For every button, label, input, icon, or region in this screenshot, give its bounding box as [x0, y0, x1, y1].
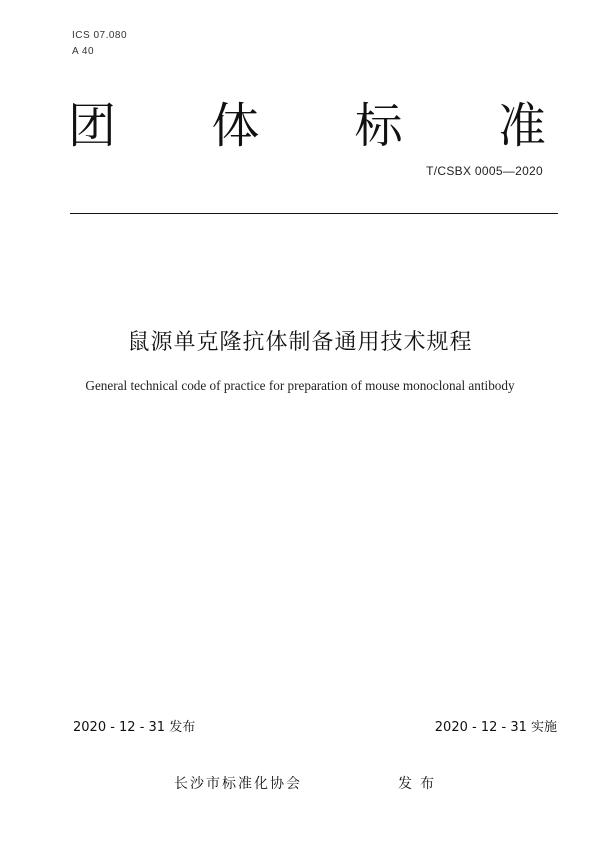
implement-date: 2020 - 12 - 31 实施: [434, 720, 557, 735]
heading-char: 准: [497, 98, 546, 154]
heading-char: 团: [68, 98, 117, 154]
heading-char: 体: [211, 98, 260, 154]
publish-date: 2020 - 12 - 31 发布: [73, 720, 196, 735]
issuing-organization: 长沙市标准化协会: [174, 776, 302, 792]
standard-number: T/CSBX 0005—2020: [426, 164, 543, 178]
document-title-english: General technical code of practice for preparation of mouse monoclonal antibody: [85, 378, 515, 393]
ccs-code: A 40: [72, 46, 95, 57]
divider-line: [70, 213, 558, 214]
heading-char: 标: [354, 98, 403, 154]
issue-label: 发布: [398, 776, 442, 792]
ics-code: ICS 07.080: [72, 30, 128, 41]
document-title-chinese: 鼠源单克隆抗体制备通用技术规程: [127, 330, 473, 355]
document-type-heading: [68, 96, 546, 156]
